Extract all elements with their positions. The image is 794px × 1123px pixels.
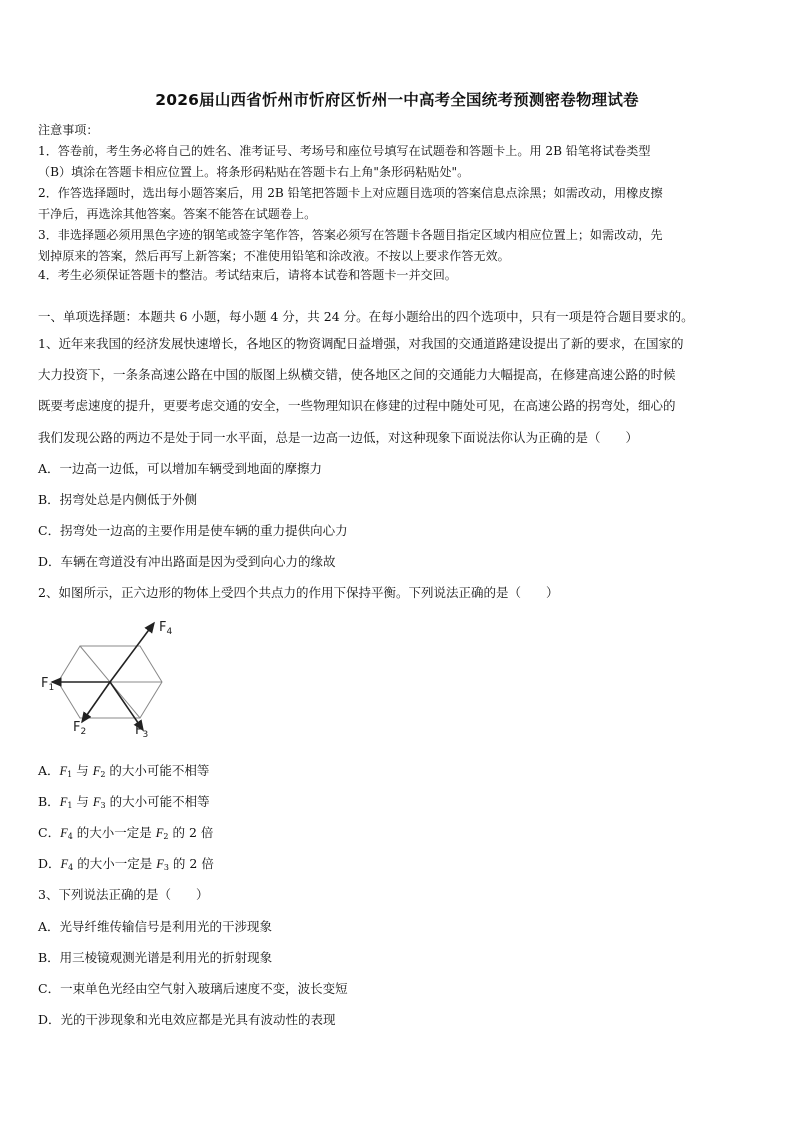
option-d: D．$F_4$ 的大小一定是 $F_3$ 的 2 倍 — [38, 856, 214, 872]
force-f2-arrow — [82, 682, 110, 722]
section-heading: 一、单项选择题：本题共 6 小题，每小题 4 分，共 24 分。在每小题给出的四个选项中，只有一项是符合题目要求的。 — [38, 309, 694, 324]
notice-line: 划掉原来的答案，然后再写上新答案；不准使用铅笔和涂改液。不按以上要求作答无效。 — [38, 249, 510, 263]
option-a: A．一边高一边低，可以增加车辆受到地面的摩擦力 — [38, 461, 323, 476]
option-d: D．车辆在弯道没有冲出路面是因为受到向心力的缘故 — [38, 554, 336, 569]
question-text: 3、下列说法正确的是（ ） — [38, 887, 209, 902]
notice-line: 干净后，再选涂其他答案。答案不能答在试题卷上。 — [38, 207, 317, 221]
option-c: C．拐弯处一边高的主要作用是使车辆的重力提供向心力 — [38, 523, 348, 538]
notice-heading: 注意事项： — [38, 123, 99, 137]
option-a: A．$F_1$ 与 $F_2$ 的大小可能不相等 — [38, 763, 210, 779]
question-text: 我们发现公路的两边不是处于同一水平面，总是一边高一边低，对这种现象下面说法你认为正确的是（ ） — [38, 430, 639, 445]
question-text: 2、如图所示，正六边形的物体上受四个共点力的作用下保持平衡。下列说法正确的是（ ） — [38, 585, 559, 600]
question-text: 1、近年来我国的经济发展快速增长，各地区的物资调配日益增强，对我国的交通道路建设提出了新的要求，在国家的 — [38, 336, 684, 351]
notice-line: 3．非选择题必须用黑色字迹的钢笔或签字笔作答，答案必须写在答题卡各题目指定区域内相应位置上；如需改动，先 — [38, 228, 663, 242]
notice-line: （B）填涂在答题卡相应位置上。将条形码粘贴在答题卡右上角"条形码粘贴处"。 — [38, 165, 470, 179]
option-a: A．光导纤维传输信号是利用光的干涉现象 — [38, 919, 273, 934]
label-f1: $F_1$ — [41, 676, 55, 693]
option-b: B．拐弯处总是内侧低于外侧 — [38, 492, 198, 507]
hexagon-force-diagram — [38, 618, 188, 746]
option-b: B．$F_1$ 与 $F_3$ 的大小可能不相等 — [38, 794, 210, 810]
label-f3: $F_3$ — [135, 723, 149, 740]
notice-line: 4．考生必须保证答题卡的整洁。考试结束后，请将本试卷和答题卡一并交回。 — [38, 268, 457, 282]
force-f4-arrow — [110, 623, 154, 682]
page-title: 2026届山西省忻州市忻府区忻州一中高考全国统考预测密卷物理试卷 — [155, 91, 639, 109]
option-c: C．$F_4$ 的大小一定是 $F_2$ 的 2 倍 — [38, 825, 214, 841]
question-text: 大力投资下，一条条高速公路在中国的版图上纵横交错，使各地区之间的交通能力大幅提高，在修建高速公路的时候 — [38, 367, 676, 382]
notice-line: 1．答卷前，考生务必将自己的姓名、准考证号、考场号和座位号填写在试题卷和答题卡上。用 2B 铅笔将试卷类型 — [38, 144, 651, 158]
question-text: 既要考虑速度的提升，更要考虑交通的安全，一些物理知识在修建的过程中随处可见，在高速公路的拐弯处，细心的 — [38, 398, 676, 413]
option-c: C．一束单色光经由空气射入玻璃后速度不变，波长变短 — [38, 981, 348, 996]
option-b: B．用三棱镜观测光谱是利用光的折射现象 — [38, 950, 273, 965]
label-f2: $F_2$ — [73, 720, 87, 737]
option-d: D．光的干涉现象和光电效应都是光具有波动性的表现 — [38, 1012, 336, 1027]
hexagon-figure — [38, 618, 188, 746]
label-f4: $F_4$ — [159, 620, 173, 637]
notice-line: 2．作答选择题时，选出每小题答案后，用 2B 铅笔把答题卡上对应题目选项的答案信息点涂黑；如需改动，用橡皮擦 — [38, 186, 663, 200]
